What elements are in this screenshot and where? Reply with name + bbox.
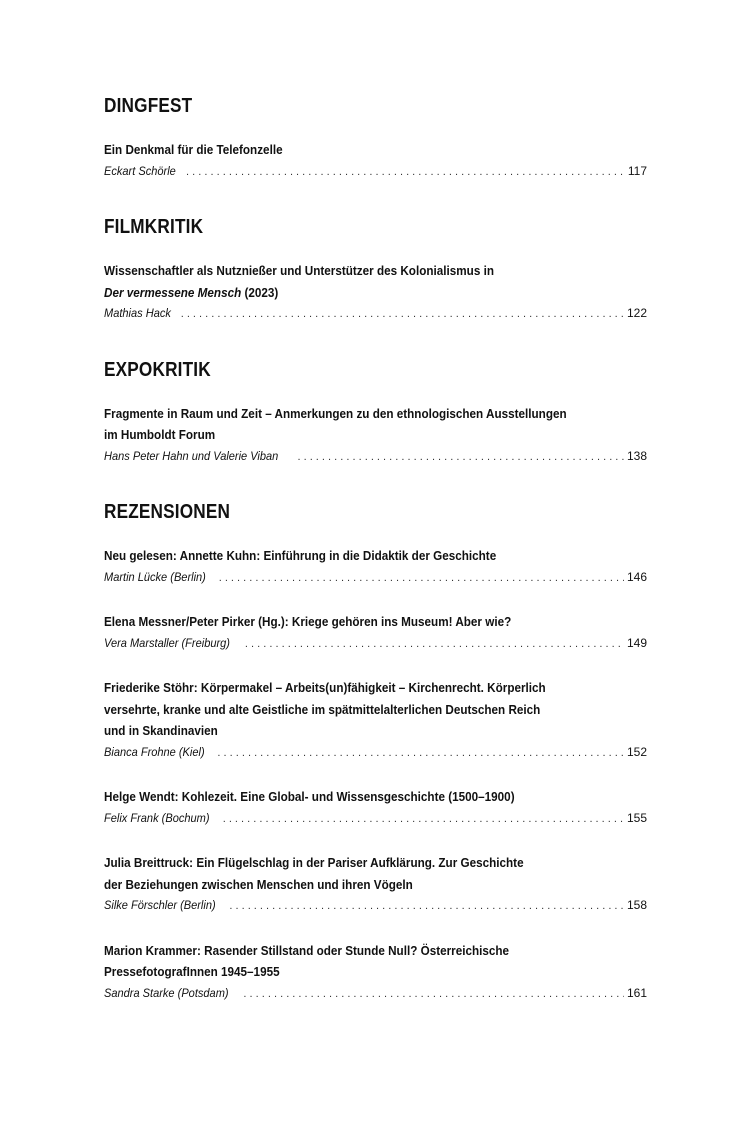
entry-title-continued <box>104 282 593 304</box>
entry-page-number: 155 <box>626 810 647 825</box>
section-rezensionen <box>104 498 647 1005</box>
entry-page-number: 138 <box>626 448 647 463</box>
entry-author: Mathias Hack <box>104 306 171 320</box>
dot-leader <box>219 568 624 590</box>
toc-entry[interactable] <box>104 940 647 1006</box>
entry-title: Friederike Stöhr: Körpermakel – Arbeits(un)fähigkeit – Kirchenrecht. Körperlich <box>104 680 546 695</box>
dot-leader <box>181 304 624 326</box>
dot-leader <box>229 896 624 918</box>
dot-leader <box>297 447 624 469</box>
entry-page-number: 152 <box>626 744 647 759</box>
entry-title: PressefotografInnen 1945–1955 <box>104 964 280 979</box>
entry-page-number: 158 <box>626 898 647 912</box>
entry-author: Felix Frank (Bochum) <box>104 810 210 825</box>
entry-title: der Beziehungen zwischen Menschen und ihren Vögeln <box>104 876 413 892</box>
dot-leader <box>243 984 624 1006</box>
entry-author-line <box>104 303 647 326</box>
toc-entry[interactable] <box>104 139 647 183</box>
dot-leader <box>217 743 624 765</box>
entry-author-line <box>104 742 647 765</box>
entry-author: Bianca Frohne (Kiel) <box>104 744 205 759</box>
toc-entry[interactable] <box>104 677 647 764</box>
entry-author: Eckart Schörle <box>104 163 176 178</box>
entry-page-number: 149 <box>626 635 647 650</box>
entry-author: Martin Lücke (Berlin) <box>104 569 206 584</box>
toc-entry[interactable] <box>104 611 647 655</box>
entry-author-line <box>104 567 647 590</box>
entry-title: Elena Messner/Peter Pirker (Hg.): Kriege gehören ins Museum! Aber wie? <box>104 614 512 629</box>
entry-title-tail: (2023) <box>241 284 279 300</box>
entry-title: Julia Breittruck: Ein Flügelschlag in der Pariser Aufklärung. Zur Geschichte <box>104 855 524 870</box>
entry-page-number: 161 <box>626 985 647 1000</box>
entry-page-number: 117 <box>627 163 647 178</box>
entry-title: Fragmente in Raum und Zeit – Anmerkungen zu den ethnologischen Ausstellungen <box>104 405 567 421</box>
dot-leader <box>186 162 625 184</box>
entry-page-number: 122 <box>626 306 647 320</box>
entry-title: Neu gelesen: Annette Kuhn: Einführung in die Didaktik der Geschichte <box>104 548 497 563</box>
entry-author-line <box>104 983 647 1006</box>
section-title: DINGFEST <box>104 95 193 117</box>
section-title: EXPOKRITIK <box>104 358 211 381</box>
section-title: FILMKRITIK <box>104 216 204 238</box>
entry-author-line <box>104 446 647 469</box>
entry-author-line <box>104 161 647 184</box>
entry-title: im Humboldt Forum <box>104 427 216 442</box>
entry-title: Ein Denkmal für die Telefonzelle <box>104 142 283 157</box>
section-filmkritik <box>104 213 647 326</box>
toc-entry[interactable] <box>104 403 647 469</box>
entry-title: Helge Wendt: Kohlezeit. Eine Global- und Wissensgeschichte (1500–1900) <box>104 789 515 804</box>
entry-author: Sandra Starke (Potsdam) <box>104 985 229 1000</box>
dot-leader <box>245 634 624 656</box>
entry-page-number: 146 <box>626 569 647 584</box>
dot-leader <box>223 809 624 831</box>
table-of-contents <box>104 92 647 1005</box>
entry-title: und in Skandinavien <box>104 723 218 738</box>
section-expokritik <box>104 356 647 469</box>
entry-author-line <box>104 633 647 656</box>
entry-title-italic: Der vermessene Mensch <box>104 284 242 300</box>
toc-entry[interactable] <box>104 260 647 326</box>
toc-entry[interactable] <box>104 786 647 830</box>
section-dingfest <box>104 92 647 183</box>
entry-author-line <box>104 895 647 918</box>
entry-author: Vera Marstaller (Freiburg) <box>104 635 230 650</box>
entry-author-line <box>104 808 647 831</box>
entry-title: versehrte, kranke und alte Geistliche im spätmittelalterlichen Deutschen Reich <box>104 701 541 717</box>
section-title: REZENSIONEN <box>104 501 231 523</box>
entry-title: Marion Krammer: Rasender Stillstand oder Stunde Null? Österreichische <box>104 942 510 958</box>
toc-entry[interactable] <box>104 852 647 918</box>
entry-author: Hans Peter Hahn und Valerie Viban <box>104 448 279 463</box>
entry-title: Wissenschaftler als Nutznießer und Unterstützer des Kolonialismus in <box>104 263 494 278</box>
toc-entry[interactable] <box>104 545 647 589</box>
entry-author: Silke Förschler (Berlin) <box>104 898 216 912</box>
